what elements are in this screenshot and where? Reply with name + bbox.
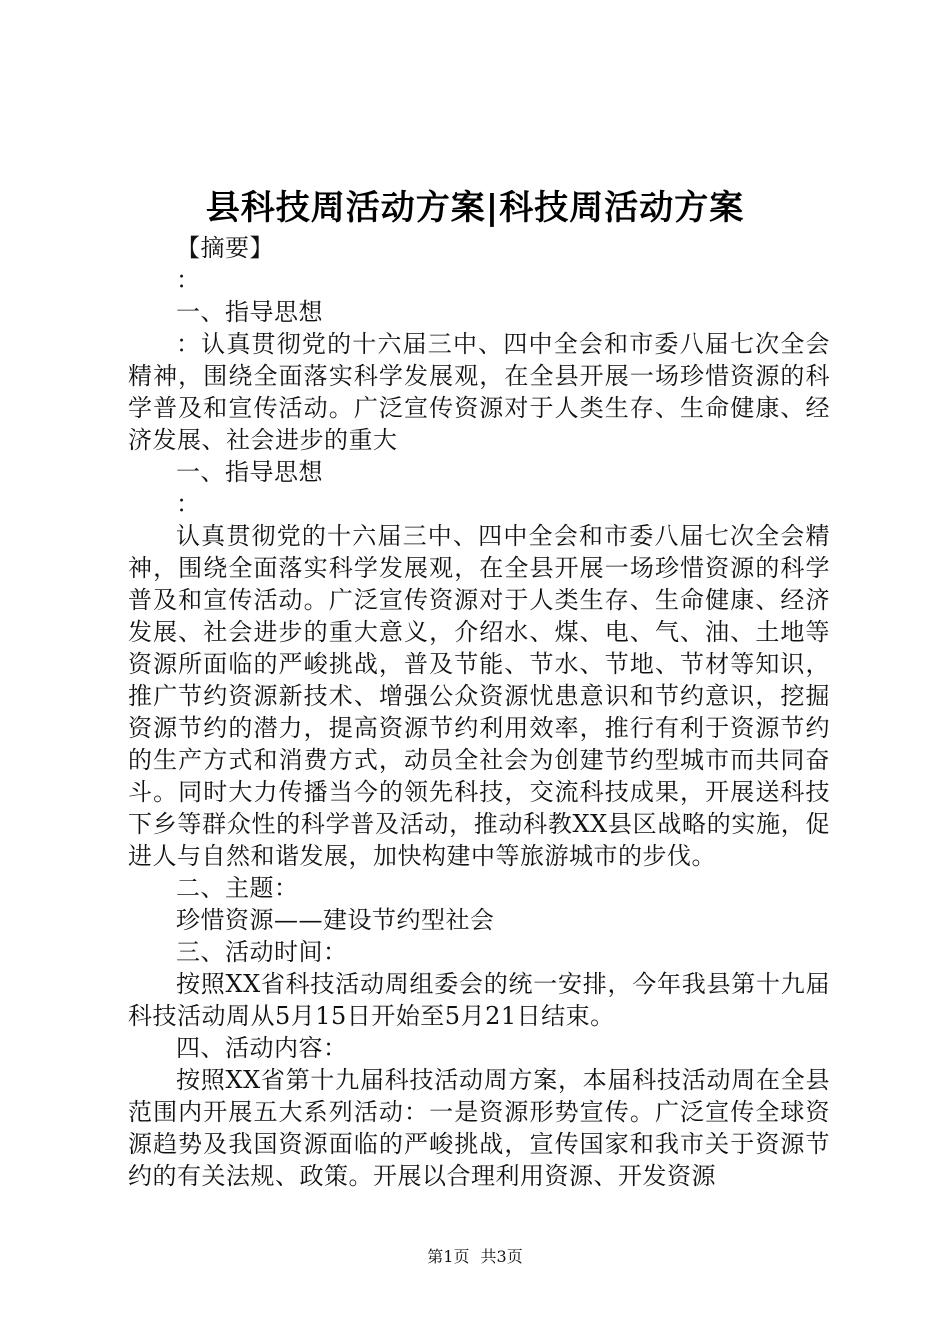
section-heading-guiding-thought: 一、指导思想 [176,298,323,326]
page-total: 共3页 [480,1247,523,1266]
section-heading-guiding-thought-repeat: 一、指导思想 [176,458,323,486]
theme-paragraph: 珍惜资源——建设节约型社会 [176,906,495,934]
section-heading-time: 三、活动时间： [176,938,348,966]
paragraph-colon-repeat: ： [176,490,201,518]
summary-paragraph: ：认真贯彻党的十六届三中、四中全会和市委八届七次全会精神，围绕全面落实科学发展观，在全县开展一场珍惜资源的科学普及和宣传活动。广泛宣传资源对于人类生存、生命健康、经济发展、社会进步的重大 [128,330,830,454]
page-number: 第1页 [427,1247,470,1266]
document-body [128,232,830,1192]
time-paragraph: 按照XX省科技活动周组委会的统一安排，今年我县第十九届科技活动周从5月15日开始至5月21日结束。 [128,970,830,1030]
section-heading-theme: 二、主题： [176,874,299,902]
guiding-thought-paragraph: 认真贯彻党的十六届三中、四中全会和市委八届七次全会精神，围绕全面落实科学发展观，在全县开展一场珍惜资源的科学普及和宣传活动。广泛宣传资源对于人类生存、生命健康、经济发展、社会进步的重大意义，介绍水、煤、电、气、油、土地等资源所面临的严峻挑战，普及节能、节水、节地、节材等知识，推广节约资源新技术、增强公众资源忧患意识和节约意识，挖掘资源节约的潜力，提高资源节约利用效率，推行有利于资源节约的生产方式和消费方式，动员全社会为创建节约型城市而共同奋斗。同时大力传播当今的领先科技，交流科技成果，开展送科技下乡等群众性的科学普及活动，推动科教XX县区战略的实施，促进人与自然和谐发展，加快构建中等旅游城市的步伐。 [128,522,830,870]
content-paragraph: 按照XX省第十九届科技活动周方案，本届科技活动周在全县范围内开展五大系列活动：一是资源形势宣传。广泛宣传全球资源趋势及我国资源面临的严峻挑战，宣传国家和我市关于资源节约的有关法规、政策。开展以合理利用资源、开发资源 [128,1066,830,1190]
document-title: 县科技周活动方案|科技周活动方案 [205,188,745,228]
section-heading-content: 四、活动内容： [176,1034,348,1062]
summary-heading: 【摘要】 [176,234,274,262]
paragraph-colon: ： [176,266,201,294]
page-footer [0,1244,950,1267]
